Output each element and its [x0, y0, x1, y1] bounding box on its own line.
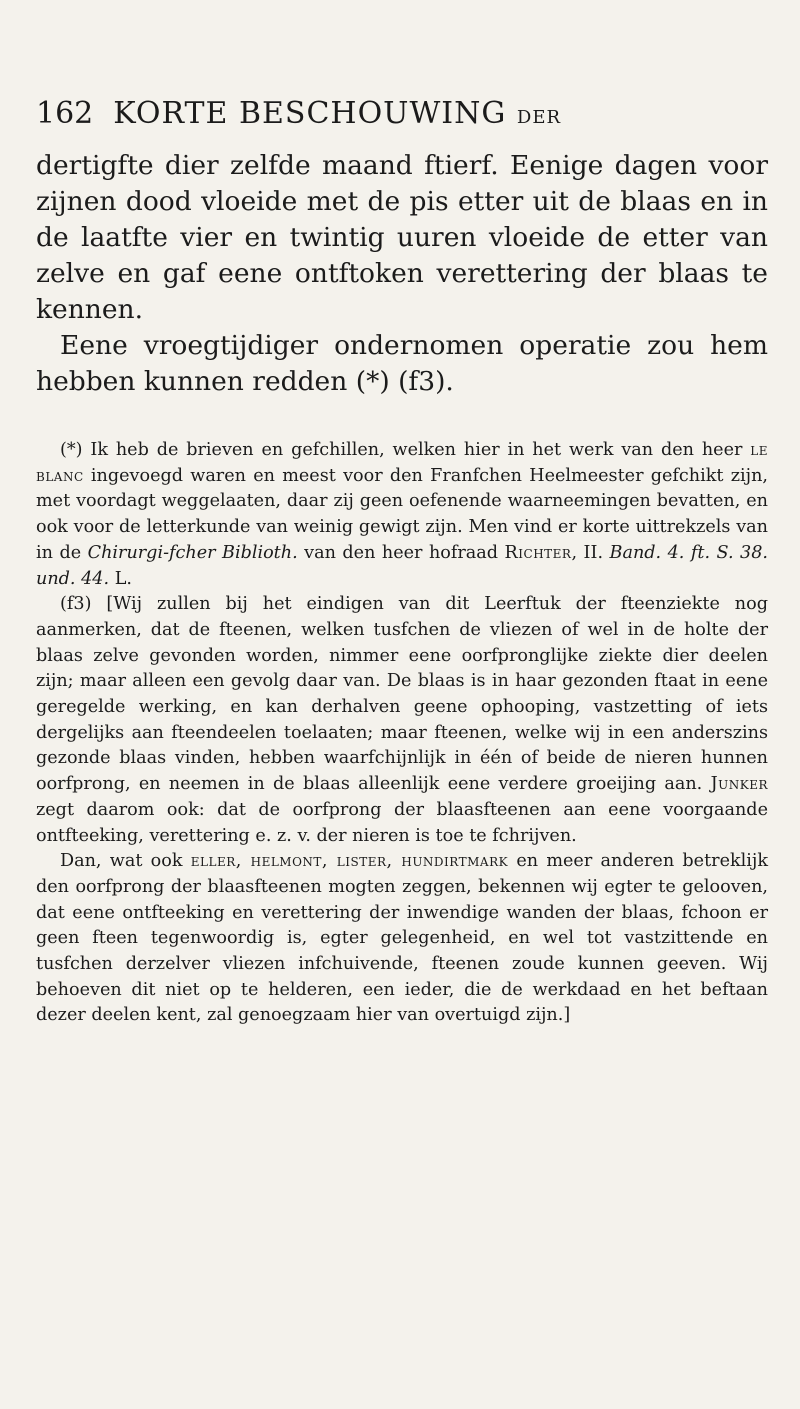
- page-header: [36, 96, 768, 146]
- running-title-main: KORTE BESCHOUWING: [113, 96, 507, 131]
- footnote-f3-part-a: (f3) [Wij zullen bij het eindigen van dit Leerftuk der fteenziekte nog aanmerken, dat de fteenen, welken tusfchen de vliezen of wel in de holte der blaas zelve gevonden worden, nimmer eene oorfpronglijke ziekte dier deelen zijn; maar alleen een gevolg daar van. De blaas is in haar gezonden ftaat in eene geregelde werking, en kan derhalven geene ophooping, vastzetting of iets dergelijks aan fteendeelen toelaaten; maar fteenen, welke wij in een anderszins gezonde blaas vinden, hebben waarfchijnlijk in één of beide de nieren hunnen oorfprong, en neemen in de blaas alleenlijk eene verdere groeijing aan.: [36, 594, 768, 795]
- footnote-f3-part-d: en meer anderen betreklijk den oorfprong der blaasfteenen mogten zeggen, bekennen wij egter te gelooven, dat eene ontfteeking en verettering der inwendige wanden der blaas, fchoon er geen fteen tegenwoordig is, egter gelegenheid, en wel tot vastzittende en tusfchen derzelver vliezen infchuivende, fteenen zoude kunnen geeven. Wij behoeven dit niet op te helderen, een ieder, die de werkdaad en het beftaan dezer deelen kent, zal genoegzaam hier van overtuigd zijn.]: [36, 851, 769, 1026]
- main-text: [36, 148, 768, 400]
- footnote-f3-part-b: zegt daarom ook: dat de oorfprong der blaasfteenen aan eene voorgaande ontfteeking, verettering e. z. v. der nieren is toe te fchrijven.: [36, 799, 768, 846]
- page-number: 162: [36, 96, 94, 131]
- footnote-f3-continued: [36, 849, 768, 1029]
- running-title: [113, 96, 561, 131]
- title-chirurgischer-bibliothek: Chirurgi-fcher Biblioth.: [87, 542, 298, 563]
- book-page: [36, 96, 768, 1029]
- name-richter: Richter: [504, 542, 572, 563]
- footnote-star-part-d: , II.: [571, 542, 604, 563]
- citation-band: Band. 4. ft. S. 38. und. 44.: [36, 542, 769, 589]
- main-paragraph-1: dertigfte dier zelfde maand ftierf. Eenige dagen voor zijnen dood vloeide met de pis etter uit de blaas en in de laatfte vier en twintig uuren vloeide de etter van zelve en gaf eene ontftoken verettering der blaas te kennen.: [36, 150, 768, 325]
- running-title-small: DER: [516, 107, 562, 128]
- footnotes: [36, 438, 768, 1029]
- main-paragraph-2: Eene vroegtijdiger ondernomen operatie zou hem hebben kunnen redden (*) (f3).: [36, 330, 768, 397]
- footnote-f3: [36, 592, 768, 849]
- footnote-f3-part-c: Dan, wat ook: [60, 851, 183, 872]
- footnote-star-part-a: (*) Ik heb de brieven en gefchillen, welken hier in het werk van den heer: [60, 440, 743, 460]
- footnote-star-part-e: L.: [114, 568, 132, 589]
- names-authors: eller, helmont, lister, hundirtmark: [190, 851, 509, 872]
- footnote-star-part-b: ingevoegd waren en meest voor den Franfchen Heelmeester gefchikt zijn, met voordagt weggelaaten, daar zij geen oefenende waarneemingen bevatten, en ook voor de letterkunde van weinig gewigt zijn. Men vind er korte uittrekzels van in de: [36, 465, 768, 563]
- footnote-star: [36, 438, 768, 592]
- name-le-blanc: le blanc: [36, 440, 769, 486]
- name-junker: Junker: [710, 774, 769, 795]
- footnote-star-part-c: van den heer hofraad: [304, 542, 499, 563]
